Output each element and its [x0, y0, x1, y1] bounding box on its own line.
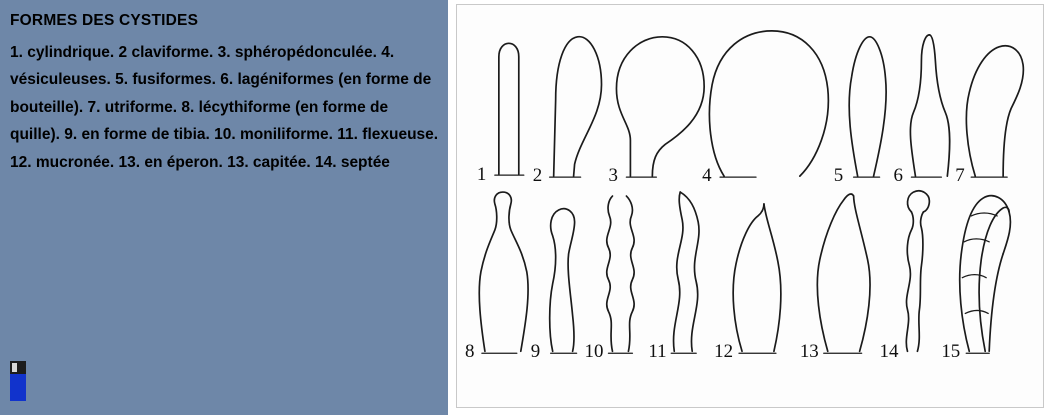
shape-label-6: 6 [893, 165, 903, 187]
shape-label-15: 15 [941, 341, 961, 363]
shape-1-cylindrique [477, 43, 524, 185]
shape-3-spheropedonculee [608, 37, 704, 186]
shape-label-14: 14 [879, 341, 899, 363]
shape-8-lecythiforme [465, 192, 528, 362]
shape-label-10: 10 [584, 341, 604, 363]
shape-label-8: 8 [464, 341, 475, 363]
shape-15-septee [941, 196, 1010, 363]
shape-label-5: 5 [833, 165, 844, 187]
shape-label-11: 11 [648, 341, 667, 363]
shape-label-2: 2 [532, 165, 543, 187]
shape-7-utriforme [955, 46, 1023, 186]
flag-icon [10, 361, 26, 401]
shape-12-mucronee [714, 204, 781, 362]
shape-label-1: 1 [476, 164, 487, 186]
caption-panel [0, 0, 448, 415]
shape-5-fusiforme [834, 37, 886, 186]
shape-11-flexueuse [648, 192, 699, 362]
cystidia-diagram [457, 5, 1043, 407]
shape-label-9: 9 [530, 341, 541, 363]
shape-6-lageniforme [894, 35, 950, 186]
cystidia-figure-panel [456, 4, 1044, 408]
shape-2-claviforme [533, 37, 602, 186]
shape-label-13: 13 [799, 341, 819, 363]
shape-9-tibia [531, 209, 577, 363]
shape-label-7: 7 [955, 165, 965, 187]
shape-13-eperon [800, 194, 870, 362]
flag-icon-segment-bottom [10, 388, 26, 401]
flag-icon-segment-middle [10, 374, 26, 388]
shape-10-moniliforme [585, 196, 635, 362]
page-title: FORMES DES CYSTIDES [10, 12, 199, 29]
shape-label-12: 12 [714, 341, 734, 363]
shape-14-capitee [880, 191, 930, 362]
shape-label-3: 3 [608, 165, 618, 187]
flag-icon-highlight [12, 363, 17, 372]
shape-4-vesiculeuse [702, 31, 828, 186]
shape-label-4: 4 [702, 165, 712, 187]
caption-text: 1. cylindrique. 2 claviforme. 3. sphéropédonculée. 4. vésiculeuses. 5. fusiformes. 6. lagéniformes (en forme de bouteille). 7. utriforme. 8. lécythiforme (en forme de quille). 9. en forme de tibia. 10. moniliforme. 11. flexueuse. 12. mucronée. 13. en éperon. 13. capitée. 14. septée [10, 43, 439, 171]
